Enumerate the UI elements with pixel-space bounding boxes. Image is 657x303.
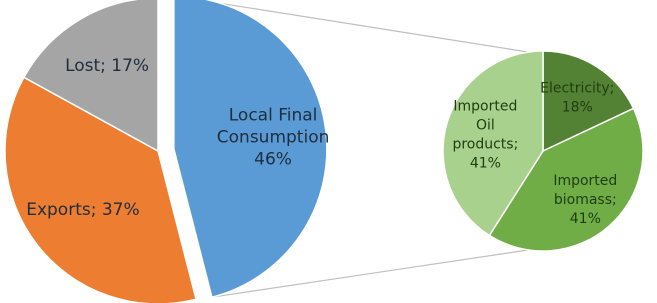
- label-lost: Lost; 17%: [65, 55, 150, 76]
- label-local-final-consumption: Local Final Consumption 46%: [216, 105, 330, 170]
- label-exports: Exports; 37%: [26, 200, 140, 221]
- slice-local-final-consumption: [174, 0, 327, 297]
- label-imported-biomass: Imported biomass; 41%: [553, 172, 618, 227]
- label-electricity: Electricity; 18%: [540, 80, 615, 116]
- label-imported-oil-products: Imported Oil products; 41%: [452, 98, 519, 172]
